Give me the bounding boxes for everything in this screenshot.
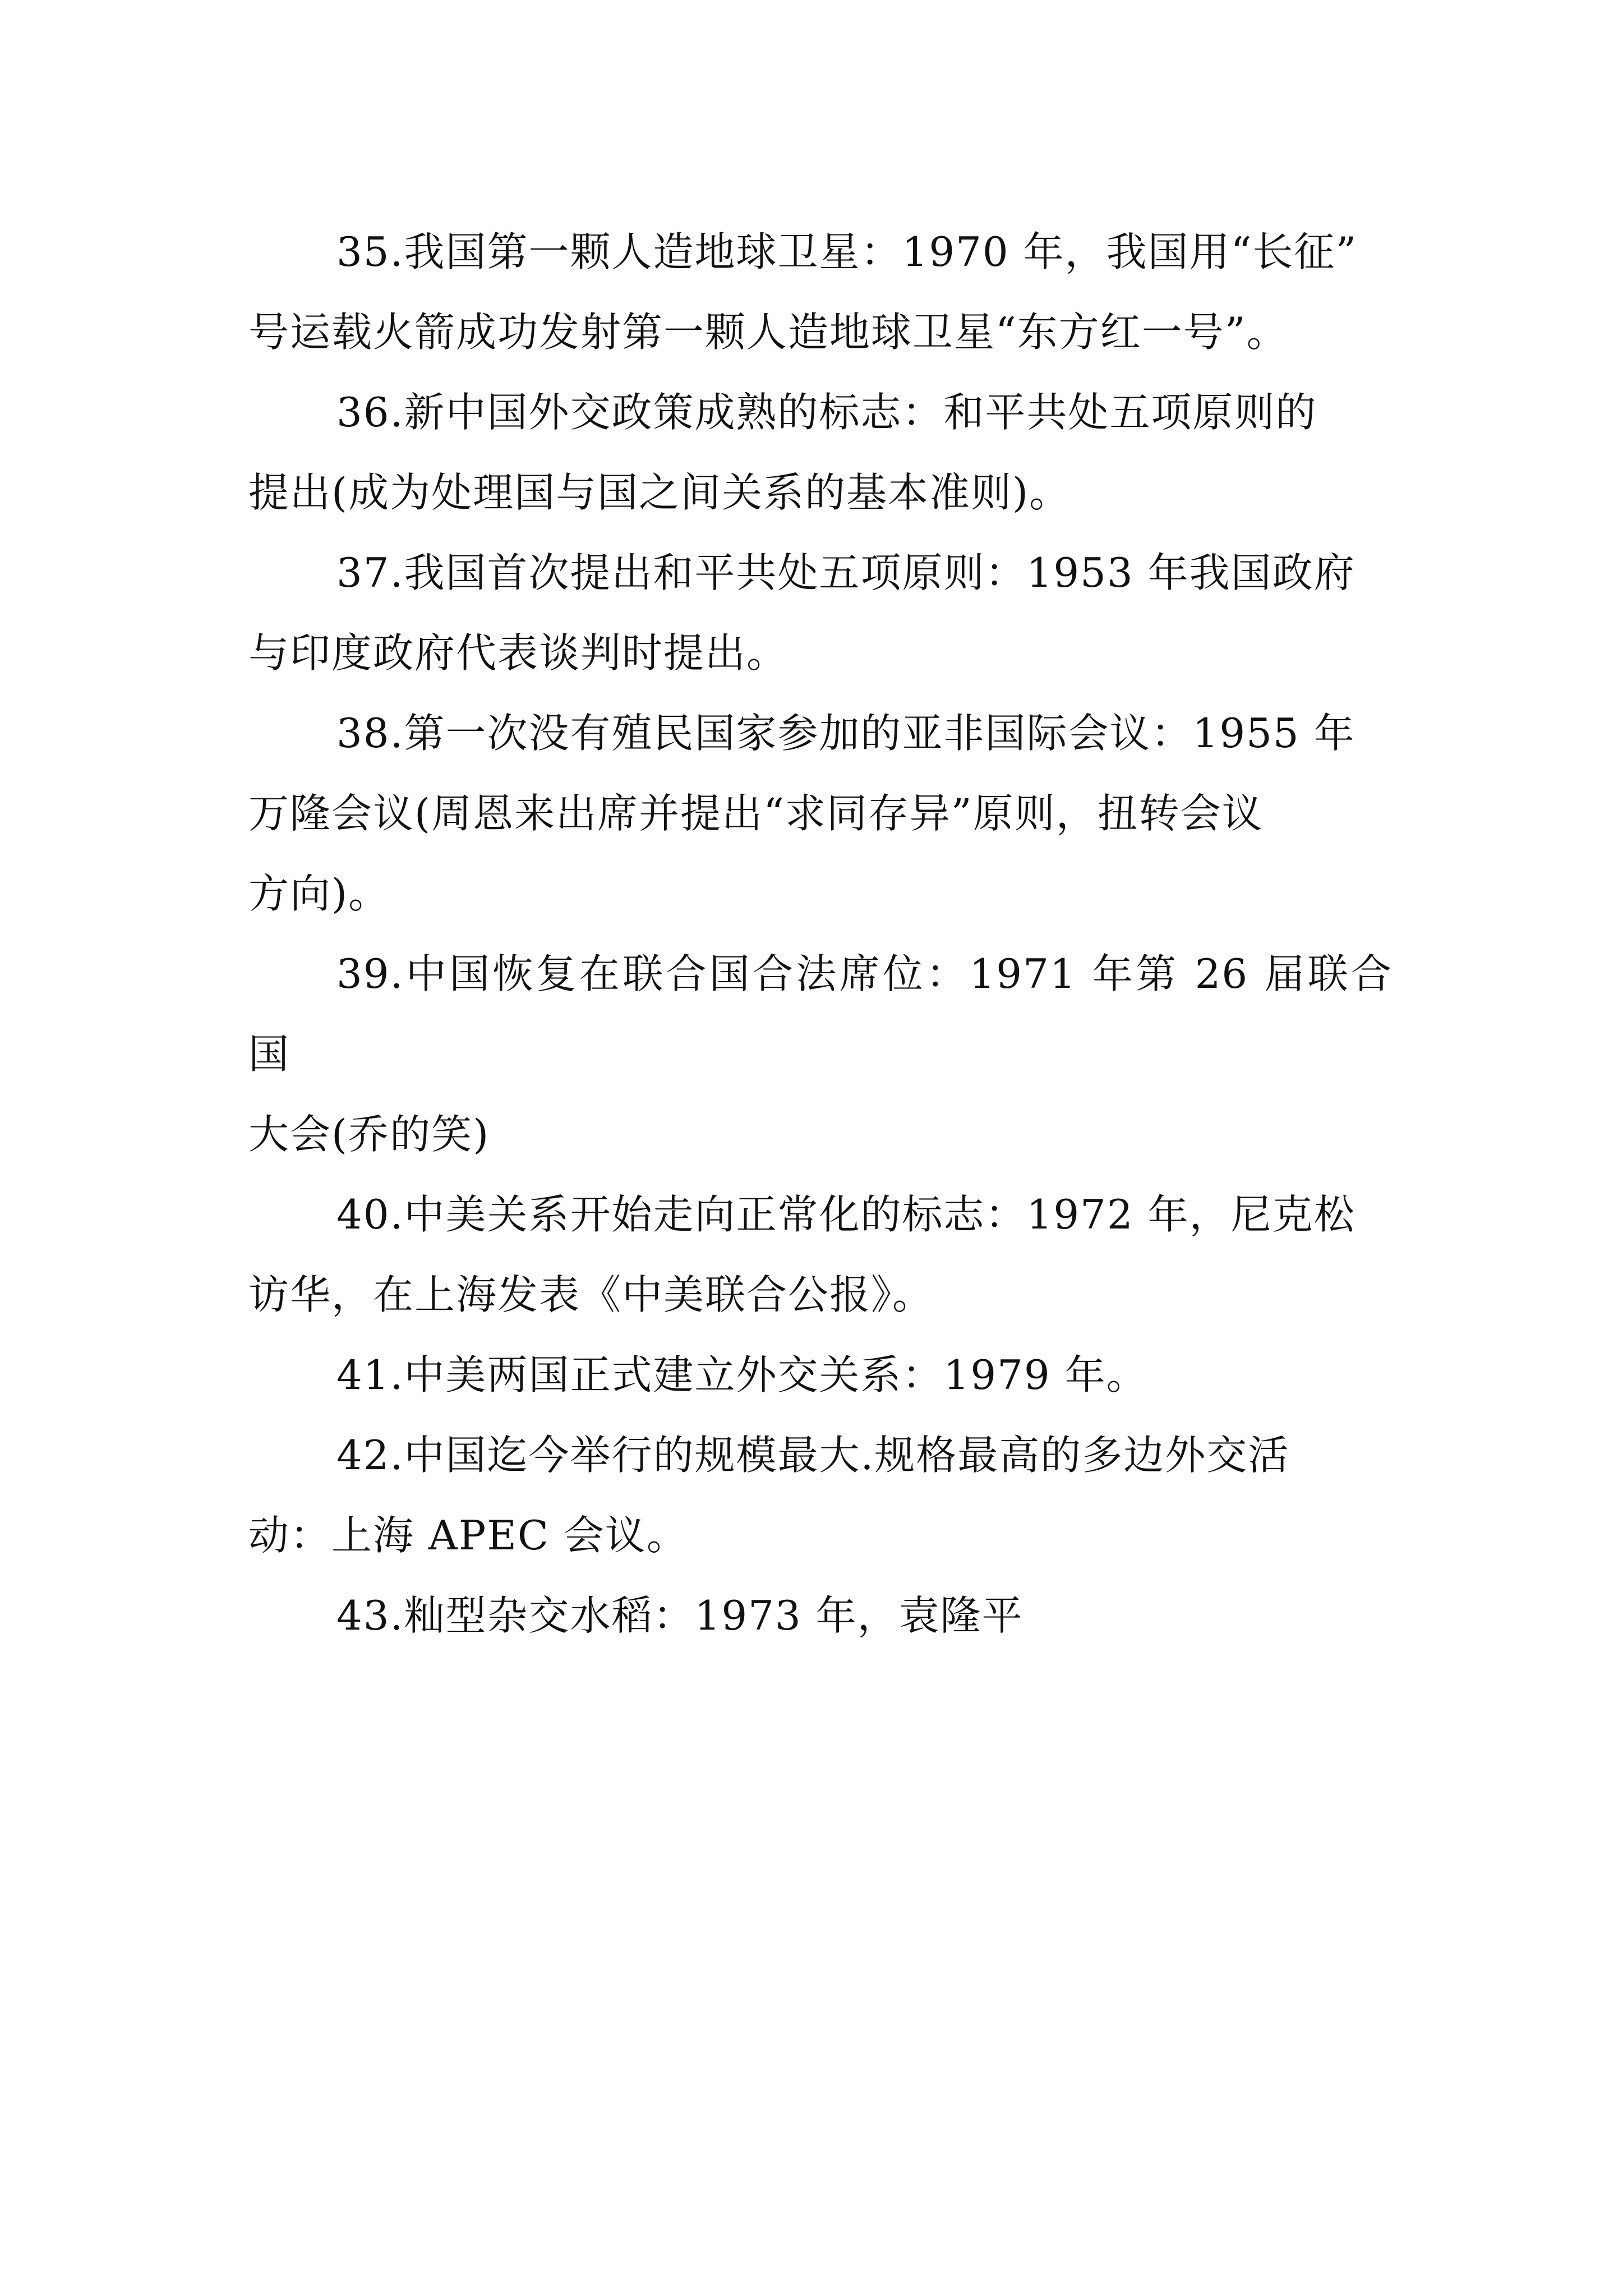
- item-41: [248, 1335, 1393, 1415]
- item-39: [248, 934, 1393, 1175]
- item-39-line-2: 大会(乔的笑): [248, 1111, 490, 1158]
- item-37-line-2: 与印度政府代表谈判时提出。: [248, 629, 789, 677]
- item-36-line-2: 提出(成为处理国与国之间关系的基本准则)。: [248, 469, 1071, 516]
- item-38-line-3: 方向)。: [248, 870, 390, 917]
- item-35-line-2: 号运载火箭成功发射第一颗人造地球卫星“东方红一号”。: [248, 309, 1288, 356]
- item-37: [248, 533, 1393, 693]
- item-37-line-1: 37.我国首次提出和平共处五项原则：1953 年我国政府: [336, 549, 1355, 596]
- item-36-line-1: 36.新中国外交政策成熟的标志：和平共处五项原则的: [336, 389, 1317, 436]
- item-35: [248, 212, 1393, 372]
- item-39-line-1: 39.中国恢复在联合国合法席位：1971 年第 26 届联合国: [248, 950, 1393, 1078]
- item-38-line-2: 万隆会议(周恩来出席并提出“求同存异”原则，扭转会议: [248, 790, 1264, 837]
- item-41-line-1: 41.中美两国正式建立外交关系：1979 年。: [336, 1351, 1148, 1398]
- item-40-line-1: 40.中美关系开始走向正常化的标志：1972 年，尼克松: [336, 1191, 1355, 1238]
- item-42-line-2: 动：上海 APEC 会议。: [248, 1512, 688, 1559]
- item-35-line-1: 35.我国第一颗人造地球卫星：1970 年，我国用“长征”: [336, 228, 1358, 275]
- item-40: [248, 1175, 1393, 1335]
- document-body: [248, 212, 1393, 1656]
- item-43-line-1: 43.籼型杂交水稻：1973 年，袁隆平: [336, 1592, 1023, 1639]
- item-36: [248, 372, 1393, 533]
- item-38: [248, 693, 1393, 934]
- item-40-line-2: 访华，在上海发表《中美联合公报》。: [248, 1271, 934, 1318]
- item-42: [248, 1415, 1393, 1576]
- item-42-line-1: 42.中国迄今举行的规模最大.规格最高的多边外交活: [336, 1432, 1290, 1479]
- item-43: [248, 1576, 1393, 1656]
- item-38-line-1: 38.第一次没有殖民国家参加的亚非国际会议：1955 年: [336, 710, 1355, 757]
